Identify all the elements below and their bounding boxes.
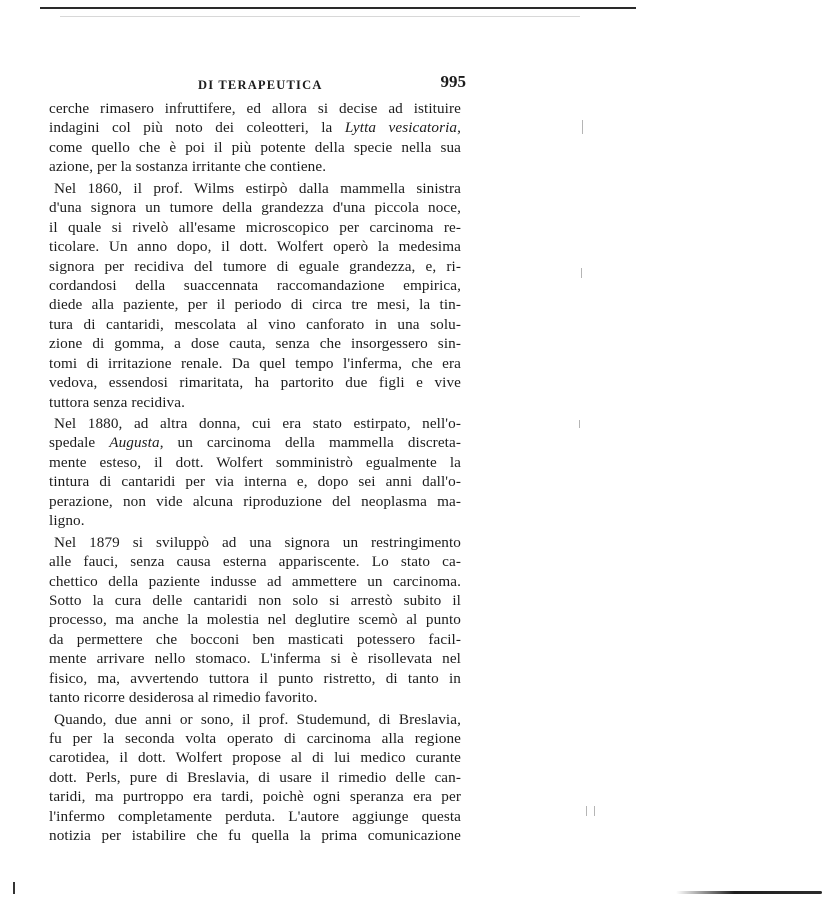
- running-title: DI TERAPEUTICA: [198, 78, 323, 92]
- text-line: signora per recidiva del tumore di eguale grandezza, e, ri-: [49, 257, 461, 275]
- text-line: Quando, due anni or sono, il prof. Studemund, di Breslavia,: [54, 710, 461, 728]
- text-line: azione, per la sostanza irritante che contiene.: [49, 158, 327, 176]
- text-line: alle fauci, senza causa esterna appariscente. Lo stato ca-: [49, 553, 461, 571]
- text-line: tanto ricorre desiderosa al rimedio favorito.: [49, 689, 318, 707]
- top-rule-faint: [60, 16, 580, 17]
- text-line: cerche rimasero infruttifere, ed allora si decise ad istituire: [49, 100, 461, 117]
- text-line: tuttora senza recidiva.: [49, 393, 185, 411]
- italic-term: Augusta: [109, 434, 160, 452]
- margin-tick: [579, 420, 580, 428]
- text-line: come quello che è poi il più potente della specie nella sua: [49, 138, 461, 156]
- text-line: chettico della paziente indusse ad ammettere un carcinoma.: [49, 572, 461, 590]
- italic-term: Lytta vesicatoria: [344, 119, 458, 137]
- text-line: cordandosi della suaccennata raccomandazione empirica,: [49, 276, 461, 294]
- text-line: il quale si rivelò all'esame microscopico per carcinoma re-: [49, 218, 461, 236]
- text-line: tintura di cantaridi per via interna e, dopo sei anni dall'o-: [49, 473, 461, 491]
- text-line: ticolare. Un anno dopo, il dott. Wolfert operò la medesima: [49, 238, 461, 256]
- text-line: dott. Perls, pure di Breslavia, di usare il rimedio delle can-: [49, 768, 461, 786]
- text-line: Sotto la cura delle cantaridi non solo si arrestò subito il: [49, 591, 461, 609]
- text-line: taridi, ma purtroppo era tardi, poichè ogni speranza era per: [49, 788, 461, 806]
- text-line: mente arrivare nello stomaco. L'inferma si è risollevata nel: [49, 650, 461, 668]
- text-line: Nel 1880, ad altra donna, cui era stato estirpato, nell'o-: [54, 415, 461, 432]
- text-line: tura di cantaridi, mescolata al vino canforato in una solu-: [49, 315, 461, 333]
- margin-tick: [581, 268, 582, 278]
- text-line: d'una signora un tumore della grandezza d'una piccola noce,: [49, 199, 461, 217]
- text-line: notizia per istabilire che fu quella la prima comunicazione: [49, 827, 461, 845]
- text-line: l'infermo completamente perduta. L'autore aggiunge questa: [49, 807, 461, 825]
- text-line: fisico, ma, avvertendo tuttora il punto ristretto, di tanto in: [49, 669, 461, 687]
- page-number: 995: [440, 72, 466, 91]
- text-line: diede alla paziente, per il periodo di circa tre mesi, la tin-: [49, 296, 461, 314]
- margin-tick: [594, 806, 595, 816]
- text-line: mente esteso, il dott. Wolfert somministrò egualmente la: [49, 453, 461, 471]
- page-header: [50, 74, 468, 96]
- text-line: vedova, essendosi rimaritata, ha partorito due figli e vive: [49, 374, 461, 392]
- text-line: perazione, non vide alcuna riproduzione del neoplasma ma-: [49, 492, 461, 510]
- text-line: zione di gomma, a dose cauta, senza che insorgessero sin-: [49, 335, 461, 353]
- body-text: [49, 99, 461, 846]
- margin-tick: [586, 806, 587, 816]
- margin-tick: [582, 120, 583, 134]
- scan-smudge: [676, 891, 822, 894]
- text-line: Nel 1860, il prof. Wilms estirpò dalla mammella sinistra: [54, 179, 461, 197]
- text-line: fu per la seconda volta operato di carcinoma alla regione: [49, 730, 461, 747]
- edge-mark: [13, 882, 15, 894]
- text-line: indagini col più noto dei coleotteri, la Lytta vesicatoria,: [49, 119, 461, 137]
- text-line: processo, ma anche la molestia nel deglutire scemò al punto: [49, 611, 461, 629]
- text-line: da permettere che bocconi ben masticati potessero facil-: [49, 630, 461, 648]
- text-line: tomi di irritazione renale. Da quel tempo l'inferma, che era: [49, 354, 461, 372]
- text-line: ligno.: [49, 512, 85, 530]
- text-line: carotidea, il dott. Wolfert propose al di lui medico curante: [49, 749, 461, 767]
- text-line: spedale Augusta, un carcinoma della mammella discreta-: [49, 434, 461, 452]
- top-rule: [40, 7, 636, 9]
- text-line: Nel 1879 si sviluppò ad una signora un restringimento: [54, 533, 461, 551]
